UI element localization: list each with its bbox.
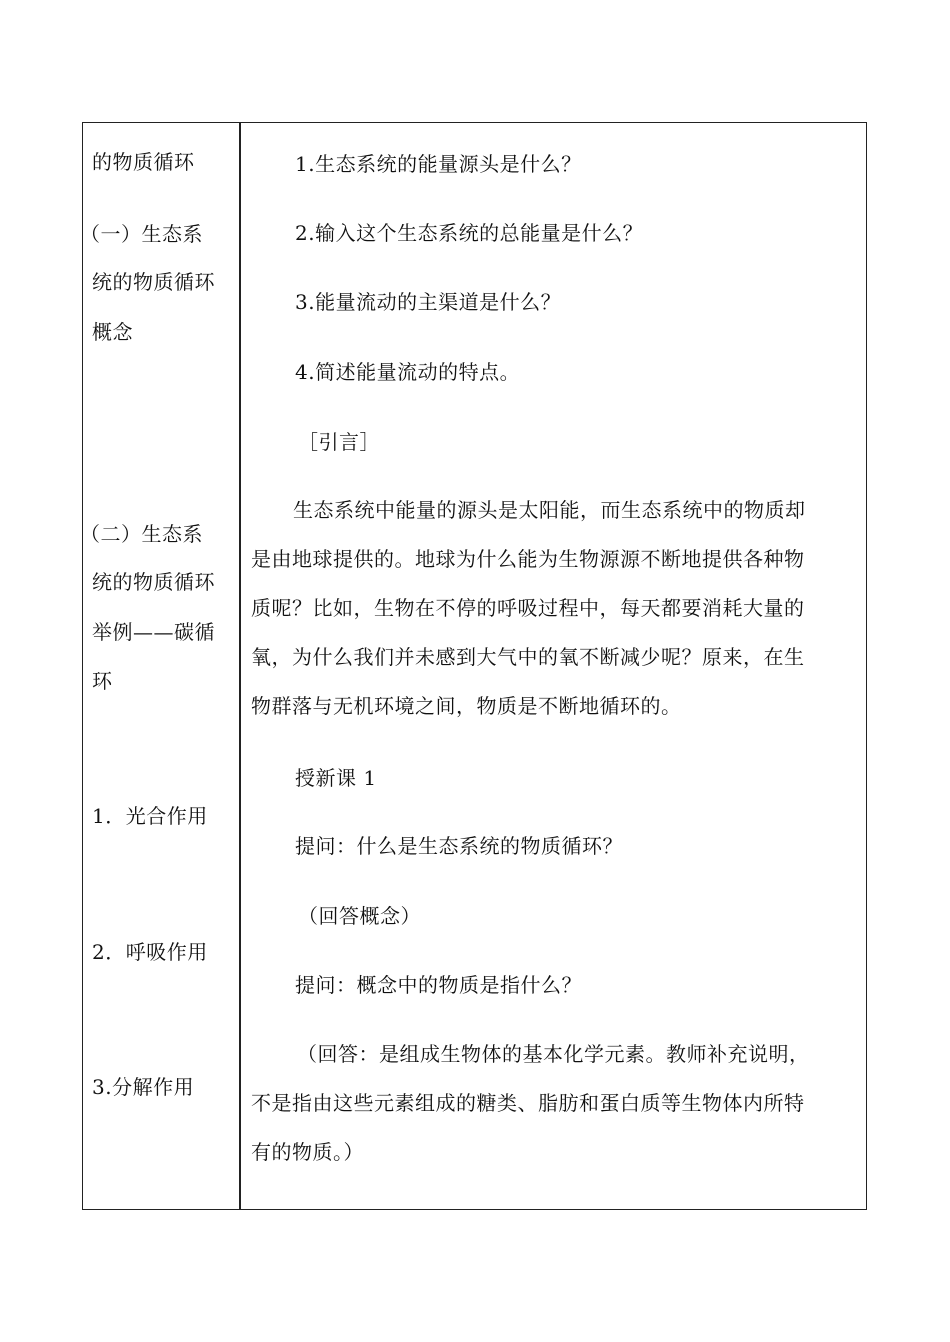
section-one-heading: （一）生态系 <box>80 222 203 246</box>
column-divider <box>239 122 241 1210</box>
question-what-is-cycle: 提问：什么是生态系统的物质循环？ <box>295 834 623 858</box>
paragraph-line: 氧，为什么我们并未感到大气中的氧不断减少呢？原来，在生 <box>251 645 805 669</box>
paragraph-line: （回答：是组成生物体的基本化学元素。教师补充说明， <box>297 1042 810 1066</box>
left-cell-line: 统的物质循环 <box>92 570 215 594</box>
answer-paragraph <box>251 1030 847 1177</box>
paragraph-line: 是由地球提供的。地球为什么能为生物源源不断地提供各种物 <box>251 547 805 571</box>
question-what-is-matter: 提问：概念中的物质是指什么？ <box>295 973 582 997</box>
paragraph-line: 质呢？比如，生物在不停的呼吸过程中，每天都要消耗大量的 <box>251 596 805 620</box>
left-cell-line: 概念 <box>92 320 133 344</box>
question-3: 3.能量流动的主渠道是什么？ <box>295 290 562 314</box>
left-cell-line: 举例——碳循 <box>92 620 215 644</box>
paragraph-line: 生态系统中能量的源头是太阳能，而生态系统中的物质却 <box>293 498 806 522</box>
paragraph-line: 不是指由这些元素组成的糖类、脂肪和蛋白质等生物体内所特 <box>251 1091 805 1115</box>
intro-heading: ［引言］ <box>298 430 380 454</box>
left-cell-line: 的物质循环 <box>92 150 195 174</box>
paragraph-line: 有的物质。） <box>251 1140 364 1164</box>
question-2: 2.输入这个生态系统的总能量是什么？ <box>295 221 644 245</box>
paragraph-line: 物群落与无机环境之间，物质是不断地循环的。 <box>251 694 682 718</box>
intro-paragraph <box>251 486 847 731</box>
question-4: 4.简述能量流动的特点。 <box>295 360 521 384</box>
question-1: 1.生态系统的能量源头是什么？ <box>295 152 582 176</box>
left-cell-line: 统的物质循环 <box>92 270 215 294</box>
section-two-heading: （二）生态系 <box>80 522 203 546</box>
process-item-decomposition: 3.分解作用 <box>92 1075 195 1099</box>
new-lesson-label: 授新课 1 <box>295 766 377 790</box>
process-item-respiration: 2．呼吸作用 <box>92 940 208 964</box>
answer-concept: （回答概念） <box>298 904 421 928</box>
left-cell-line: 环 <box>92 669 113 693</box>
process-item-photosynthesis: 1．光合作用 <box>92 804 208 828</box>
